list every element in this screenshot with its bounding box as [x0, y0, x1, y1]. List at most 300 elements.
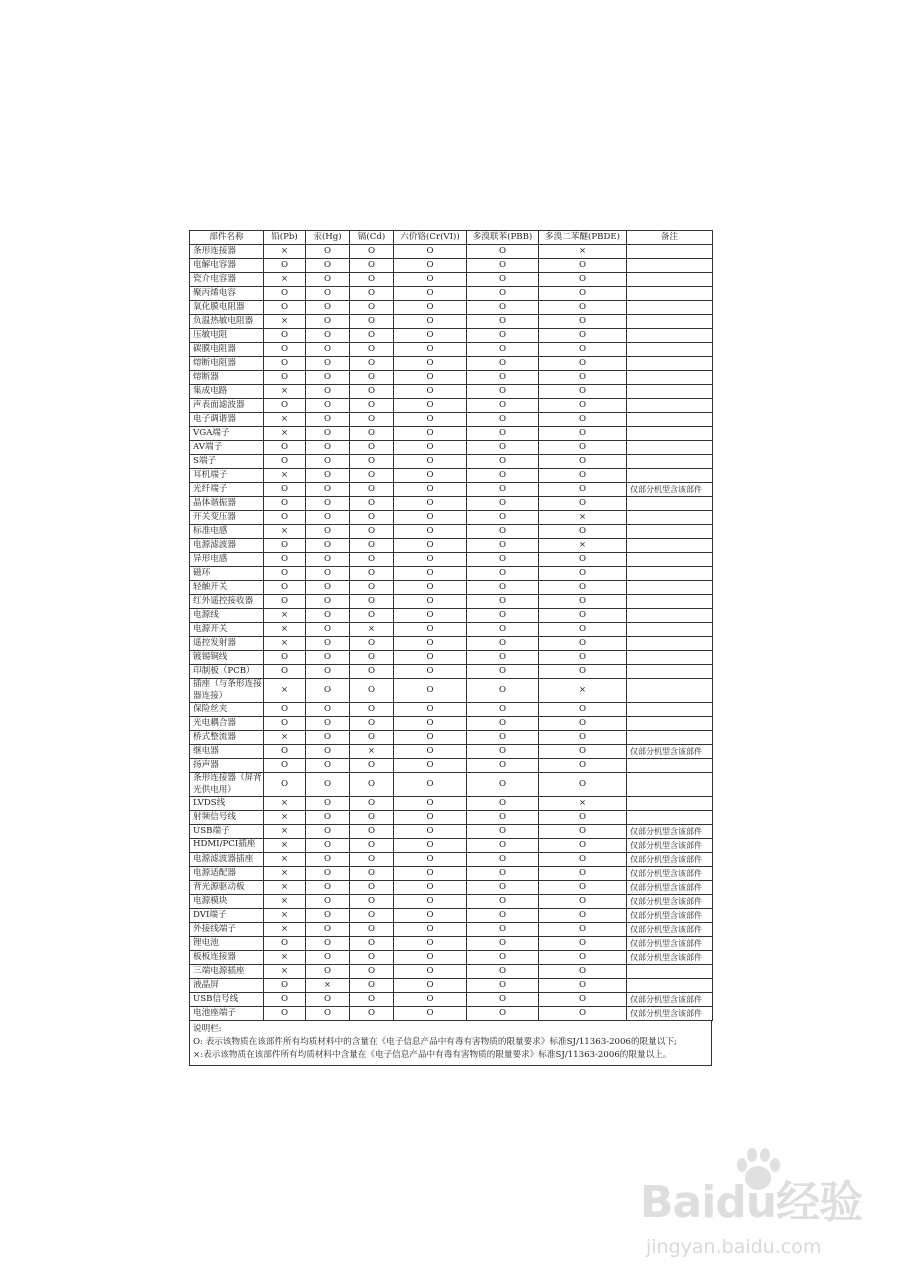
substance-mark-cell: ×	[264, 525, 306, 539]
substance-mark-cell: O	[539, 731, 627, 745]
substance-mark-cell: O	[539, 811, 627, 825]
substance-mark-cell: O	[394, 759, 467, 773]
table-row	[190, 357, 713, 371]
table-row	[190, 315, 713, 329]
substance-mark-cell: O	[350, 245, 394, 259]
substance-mark-cell: O	[467, 385, 539, 399]
substance-mark-cell: O	[350, 567, 394, 581]
substance-mark-cell: O	[539, 909, 627, 923]
substance-mark-cell: ×	[264, 895, 306, 909]
substance-mark-cell: O	[306, 703, 350, 717]
substance-mark-cell: O	[350, 511, 394, 525]
substance-mark-cell: ×	[264, 413, 306, 427]
substance-mark-cell: O	[467, 665, 539, 679]
substance-mark-cell: O	[306, 951, 350, 965]
substance-mark-cell: O	[394, 979, 467, 993]
column-header: 汞(Hg)	[306, 231, 350, 245]
substance-mark-cell: O	[539, 717, 627, 731]
remark-cell	[627, 357, 713, 371]
substance-mark-cell: O	[539, 259, 627, 273]
substance-mark-cell: O	[467, 679, 539, 703]
substance-mark-cell: O	[394, 441, 467, 455]
substance-mark-cell: O	[467, 441, 539, 455]
substance-mark-cell: O	[539, 895, 627, 909]
substance-mark-cell: O	[306, 731, 350, 745]
substance-mark-cell: O	[394, 553, 467, 567]
table-row	[190, 731, 713, 745]
substance-mark-cell: O	[394, 665, 467, 679]
part-name-cell: 插座（与条形连接器连接）	[190, 679, 264, 703]
substance-mark-cell: ×	[350, 623, 394, 637]
substance-mark-cell: O	[539, 385, 627, 399]
part-name-cell: 继电器	[190, 745, 264, 759]
notes-line-o: O: 表示该物质在该部件所有均质材料中的含量在《电子信息产品中有毒有害物质的限量要求》标准SJ/11363-2006的限量以下;	[193, 1037, 677, 1047]
substance-mark-cell: O	[264, 937, 306, 951]
substance-mark-cell: ×	[264, 315, 306, 329]
substance-mark-cell: O	[264, 717, 306, 731]
substance-mark-cell: O	[394, 993, 467, 1007]
substance-mark-cell: O	[306, 441, 350, 455]
substance-mark-cell: O	[350, 1007, 394, 1021]
substance-mark-cell: ×	[306, 979, 350, 993]
substance-mark-cell: ×	[264, 811, 306, 825]
substance-mark-cell: O	[350, 759, 394, 773]
substance-mark-cell: O	[467, 511, 539, 525]
substance-mark-cell: O	[394, 895, 467, 909]
table-body	[190, 245, 713, 1021]
part-name-cell: 氧化膜电阻器	[190, 301, 264, 315]
part-name-cell: 背光源驱动板	[190, 881, 264, 895]
table-row	[190, 867, 713, 881]
part-name-cell: USB端子	[190, 825, 264, 839]
substance-mark-cell: O	[394, 287, 467, 301]
substance-mark-cell: O	[350, 287, 394, 301]
substance-mark-cell: O	[306, 595, 350, 609]
table-row	[190, 371, 713, 385]
notes-title: 说明栏:	[193, 1024, 222, 1034]
substance-mark-cell: O	[467, 717, 539, 731]
substance-mark-cell: O	[539, 343, 627, 357]
substance-mark-cell: O	[306, 259, 350, 273]
substance-mark-cell: O	[264, 259, 306, 273]
substance-mark-cell: O	[306, 759, 350, 773]
part-name-cell: 瓷介电容器	[190, 273, 264, 287]
substance-mark-cell: O	[350, 839, 394, 853]
substance-mark-cell: O	[306, 539, 350, 553]
table-row	[190, 623, 713, 637]
remark-cell	[627, 301, 713, 315]
substance-mark-cell: O	[467, 951, 539, 965]
watermark-logo: Baidu经验	[640, 1177, 863, 1228]
substance-mark-cell: O	[539, 581, 627, 595]
substance-mark-cell: ×	[264, 839, 306, 853]
substance-mark-cell: O	[350, 703, 394, 717]
substance-mark-cell: O	[264, 759, 306, 773]
substance-mark-cell: O	[539, 399, 627, 413]
substance-mark-cell: O	[539, 839, 627, 853]
substance-mark-cell: O	[306, 717, 350, 731]
column-header: 多溴联苯(PBB)	[467, 231, 539, 245]
table-row	[190, 839, 713, 853]
substance-mark-cell: O	[394, 881, 467, 895]
substance-mark-cell: O	[306, 881, 350, 895]
substance-mark-cell: O	[467, 497, 539, 511]
substance-mark-cell: O	[539, 357, 627, 371]
substance-mark-cell: O	[264, 993, 306, 1007]
substance-mark-cell: ×	[264, 965, 306, 979]
substance-mark-cell: O	[394, 511, 467, 525]
substance-mark-cell: O	[467, 595, 539, 609]
substance-mark-cell: O	[394, 539, 467, 553]
remark-cell: 仅部分机型含该部件	[627, 993, 713, 1007]
column-header: 六价铬(Cr(VI))	[394, 231, 467, 245]
substance-mark-cell: O	[467, 623, 539, 637]
substance-mark-cell: O	[539, 315, 627, 329]
part-name-cell: 标准电感	[190, 525, 264, 539]
remark-cell	[627, 245, 713, 259]
remark-cell: 仅部分机型含该部件	[627, 937, 713, 951]
substance-mark-cell: O	[539, 923, 627, 937]
substance-mark-cell: O	[467, 731, 539, 745]
substance-mark-cell: ×	[264, 679, 306, 703]
substance-mark-cell: O	[350, 993, 394, 1007]
remark-cell: 仅部分机型含该部件	[627, 1007, 713, 1021]
column-header: 部件名称	[190, 231, 264, 245]
table-row	[190, 273, 713, 287]
substance-mark-cell: O	[350, 385, 394, 399]
substance-mark-cell: ×	[264, 951, 306, 965]
table-row	[190, 553, 713, 567]
substance-mark-cell: O	[394, 839, 467, 853]
substance-mark-cell: ×	[264, 797, 306, 811]
remark-cell	[627, 703, 713, 717]
substance-mark-cell: O	[306, 399, 350, 413]
substance-mark-cell: O	[264, 703, 306, 717]
substance-mark-cell: O	[350, 867, 394, 881]
table-row	[190, 923, 713, 937]
substance-mark-cell: O	[394, 371, 467, 385]
part-name-cell: S端子	[190, 455, 264, 469]
substance-mark-cell: O	[306, 427, 350, 441]
table-row	[190, 881, 713, 895]
part-name-cell: 扬声器	[190, 759, 264, 773]
substance-mark-cell: O	[350, 399, 394, 413]
remark-cell	[627, 539, 713, 553]
substance-mark-cell: O	[306, 469, 350, 483]
part-name-cell: 射频信号线	[190, 811, 264, 825]
remark-cell	[627, 455, 713, 469]
part-name-cell: 光纤端子	[190, 483, 264, 497]
substance-mark-cell: O	[467, 703, 539, 717]
substance-mark-cell: O	[539, 759, 627, 773]
substance-mark-cell: O	[394, 273, 467, 287]
column-header: 备注	[627, 231, 713, 245]
table-row	[190, 979, 713, 993]
substance-mark-cell: O	[350, 259, 394, 273]
substance-mark-cell: O	[306, 665, 350, 679]
substance-mark-cell: O	[394, 867, 467, 881]
substance-mark-cell: O	[394, 301, 467, 315]
column-header: 镉(Cd)	[350, 231, 394, 245]
substance-mark-cell: O	[467, 923, 539, 937]
substance-mark-cell: O	[306, 797, 350, 811]
part-name-cell: VGA端子	[190, 427, 264, 441]
substance-mark-cell: O	[539, 595, 627, 609]
remark-cell	[627, 371, 713, 385]
substance-mark-cell: O	[264, 979, 306, 993]
part-name-cell: 遥控发射器	[190, 637, 264, 651]
substance-mark-cell: O	[467, 399, 539, 413]
substance-mark-cell: ×	[264, 825, 306, 839]
substance-mark-cell: ×	[264, 609, 306, 623]
remark-cell: 仅部分机型含该部件	[627, 867, 713, 881]
substance-mark-cell: O	[539, 413, 627, 427]
remark-cell	[627, 651, 713, 665]
substance-mark-cell: O	[467, 895, 539, 909]
substance-mark-cell: O	[306, 895, 350, 909]
substance-mark-cell: O	[306, 839, 350, 853]
part-name-cell: USB信号线	[190, 993, 264, 1007]
substance-mark-cell: O	[394, 623, 467, 637]
table-row	[190, 413, 713, 427]
remark-cell	[627, 399, 713, 413]
part-name-cell: 聚丙烯电容	[190, 287, 264, 301]
substance-mark-cell: O	[394, 951, 467, 965]
substance-mark-cell: O	[394, 965, 467, 979]
table-row	[190, 427, 713, 441]
substance-mark-cell: O	[539, 665, 627, 679]
substance-mark-cell: O	[539, 993, 627, 1007]
part-name-cell: 电源适配器	[190, 867, 264, 881]
remark-cell	[627, 315, 713, 329]
substance-mark-cell: O	[467, 259, 539, 273]
part-name-cell: 电解电容器	[190, 259, 264, 273]
substance-mark-cell: O	[467, 609, 539, 623]
substance-mark-cell: O	[539, 427, 627, 441]
substance-mark-cell: O	[467, 427, 539, 441]
substance-mark-cell: O	[467, 1007, 539, 1021]
substance-mark-cell: O	[394, 773, 467, 797]
remark-cell	[627, 287, 713, 301]
substance-mark-cell: O	[394, 923, 467, 937]
table-row	[190, 993, 713, 1007]
remark-cell	[627, 469, 713, 483]
substance-mark-cell: O	[306, 343, 350, 357]
substance-mark-cell: O	[467, 651, 539, 665]
table-row	[190, 909, 713, 923]
substance-mark-cell: O	[306, 413, 350, 427]
part-name-cell: 红外遥控接收器	[190, 595, 264, 609]
substance-mark-cell: O	[306, 993, 350, 1007]
substance-mark-cell: O	[467, 371, 539, 385]
table-row	[190, 483, 713, 497]
remark-cell: 仅部分机型含该部件	[627, 909, 713, 923]
substance-mark-cell: O	[467, 937, 539, 951]
substance-mark-cell: O	[539, 273, 627, 287]
table-row	[190, 343, 713, 357]
part-name-cell: 条形连接器	[190, 245, 264, 259]
substance-mark-cell: O	[306, 245, 350, 259]
substance-mark-cell: ×	[264, 923, 306, 937]
substance-mark-cell: O	[350, 497, 394, 511]
substance-mark-cell: O	[306, 273, 350, 287]
substance-mark-cell: O	[467, 567, 539, 581]
substance-mark-cell: O	[264, 539, 306, 553]
substance-mark-cell: O	[394, 595, 467, 609]
substance-mark-cell: O	[306, 637, 350, 651]
substance-mark-cell: O	[306, 567, 350, 581]
part-name-cell: 液晶屏	[190, 979, 264, 993]
table-row	[190, 853, 713, 867]
remark-cell	[627, 427, 713, 441]
remark-cell: 仅部分机型含该部件	[627, 745, 713, 759]
substance-mark-cell: O	[350, 937, 394, 951]
substance-mark-cell: O	[350, 979, 394, 993]
remark-cell: 仅部分机型含该部件	[627, 951, 713, 965]
substance-mark-cell: O	[264, 745, 306, 759]
substance-mark-cell: O	[394, 825, 467, 839]
remark-cell	[627, 553, 713, 567]
remark-cell	[627, 773, 713, 797]
table-row	[190, 455, 713, 469]
substance-mark-cell: O	[467, 273, 539, 287]
substance-mark-cell: O	[350, 413, 394, 427]
substance-mark-cell: O	[306, 497, 350, 511]
substance-mark-cell: O	[350, 273, 394, 287]
part-name-cell: 轻触开关	[190, 581, 264, 595]
substance-mark-cell: O	[539, 329, 627, 343]
substance-mark-cell: O	[394, 937, 467, 951]
substance-mark-cell: O	[467, 301, 539, 315]
substance-mark-cell: O	[467, 993, 539, 1007]
substance-mark-cell: O	[350, 553, 394, 567]
substance-mark-cell: O	[467, 811, 539, 825]
substance-mark-cell: O	[539, 937, 627, 951]
substance-mark-cell: O	[350, 483, 394, 497]
remark-cell: 仅部分机型含该部件	[627, 895, 713, 909]
substance-mark-cell: ×	[264, 853, 306, 867]
substance-mark-cell: O	[306, 287, 350, 301]
part-name-cell: 电源线	[190, 609, 264, 623]
substance-mark-cell: O	[467, 773, 539, 797]
substance-mark-cell: ×	[264, 427, 306, 441]
substance-mark-cell: O	[394, 609, 467, 623]
remark-cell: 仅部分机型含该部件	[627, 483, 713, 497]
substance-mark-cell: O	[394, 853, 467, 867]
substance-mark-cell: O	[394, 259, 467, 273]
substance-mark-cell: O	[394, 357, 467, 371]
table-row	[190, 937, 713, 951]
part-name-cell: 锂电池	[190, 937, 264, 951]
remark-cell	[627, 329, 713, 343]
substance-mark-cell: O	[394, 413, 467, 427]
remark-cell: 仅部分机型含该部件	[627, 853, 713, 867]
substance-mark-cell: ×	[539, 511, 627, 525]
substance-mark-cell: O	[394, 385, 467, 399]
table-row	[190, 811, 713, 825]
substance-mark-cell: O	[467, 469, 539, 483]
substance-mark-cell: O	[264, 483, 306, 497]
part-name-cell: 电子调谐器	[190, 413, 264, 427]
remark-cell	[627, 979, 713, 993]
substance-mark-cell: O	[539, 703, 627, 717]
substance-mark-cell: O	[350, 595, 394, 609]
substance-mark-cell: O	[306, 329, 350, 343]
remark-cell	[627, 731, 713, 745]
remark-cell	[627, 759, 713, 773]
substance-mark-cell: O	[467, 637, 539, 651]
substance-mark-cell: ×	[264, 909, 306, 923]
remark-cell	[627, 717, 713, 731]
substance-mark-cell: O	[350, 773, 394, 797]
remark-cell	[627, 497, 713, 511]
part-name-cell: 电池座端子	[190, 1007, 264, 1021]
substance-mark-cell: O	[394, 245, 467, 259]
substance-mark-cell: O	[539, 483, 627, 497]
table-row	[190, 539, 713, 553]
part-name-cell: AV端子	[190, 441, 264, 455]
part-name-cell: 负温热敏电阻器	[190, 315, 264, 329]
substance-table	[189, 230, 713, 1021]
part-name-cell: 压敏电阻	[190, 329, 264, 343]
substance-mark-cell: O	[539, 853, 627, 867]
substance-mark-cell: O	[539, 773, 627, 797]
part-name-cell: 电源开关	[190, 623, 264, 637]
substance-mark-cell: ×	[264, 273, 306, 287]
substance-mark-cell: O	[264, 651, 306, 665]
part-name-cell: 桥式整流器	[190, 731, 264, 745]
substance-mark-cell: ×	[264, 867, 306, 881]
part-name-cell: 条形连接器（屏背光供电用）	[190, 773, 264, 797]
table-row	[190, 595, 713, 609]
substance-mark-cell: O	[306, 853, 350, 867]
part-name-cell: 三端电源插座	[190, 965, 264, 979]
substance-mark-cell: O	[394, 651, 467, 665]
table-row	[190, 301, 713, 315]
substance-mark-cell: O	[539, 301, 627, 315]
table-row	[190, 245, 713, 259]
substance-mark-cell: O	[306, 623, 350, 637]
substance-mark-cell: O	[467, 745, 539, 759]
substance-mark-cell: O	[306, 651, 350, 665]
substance-mark-cell: ×	[539, 539, 627, 553]
substance-mark-cell: O	[467, 759, 539, 773]
table-header-row	[190, 231, 713, 245]
substance-mark-cell: O	[467, 853, 539, 867]
substance-mark-cell: O	[394, 399, 467, 413]
substance-mark-cell: O	[394, 797, 467, 811]
substance-mark-cell: O	[394, 811, 467, 825]
substance-mark-cell: O	[539, 867, 627, 881]
column-header: 多溴二苯醚(PBDE)	[539, 231, 627, 245]
remark-cell	[627, 259, 713, 273]
substance-mark-cell: O	[350, 539, 394, 553]
part-name-cell: 保险丝夹	[190, 703, 264, 717]
substance-mark-cell: O	[394, 343, 467, 357]
part-name-cell: 光电耦合器	[190, 717, 264, 731]
table-row	[190, 525, 713, 539]
part-name-cell: 晶体谐振器	[190, 497, 264, 511]
substance-mark-cell: O	[264, 371, 306, 385]
substance-mark-cell: O	[539, 637, 627, 651]
substance-mark-cell: O	[539, 745, 627, 759]
substance-mark-cell: O	[350, 427, 394, 441]
substance-mark-cell: O	[350, 525, 394, 539]
remark-cell	[627, 273, 713, 287]
substance-mark-cell: O	[350, 637, 394, 651]
table-row	[190, 679, 713, 703]
substance-mark-cell: O	[394, 455, 467, 469]
